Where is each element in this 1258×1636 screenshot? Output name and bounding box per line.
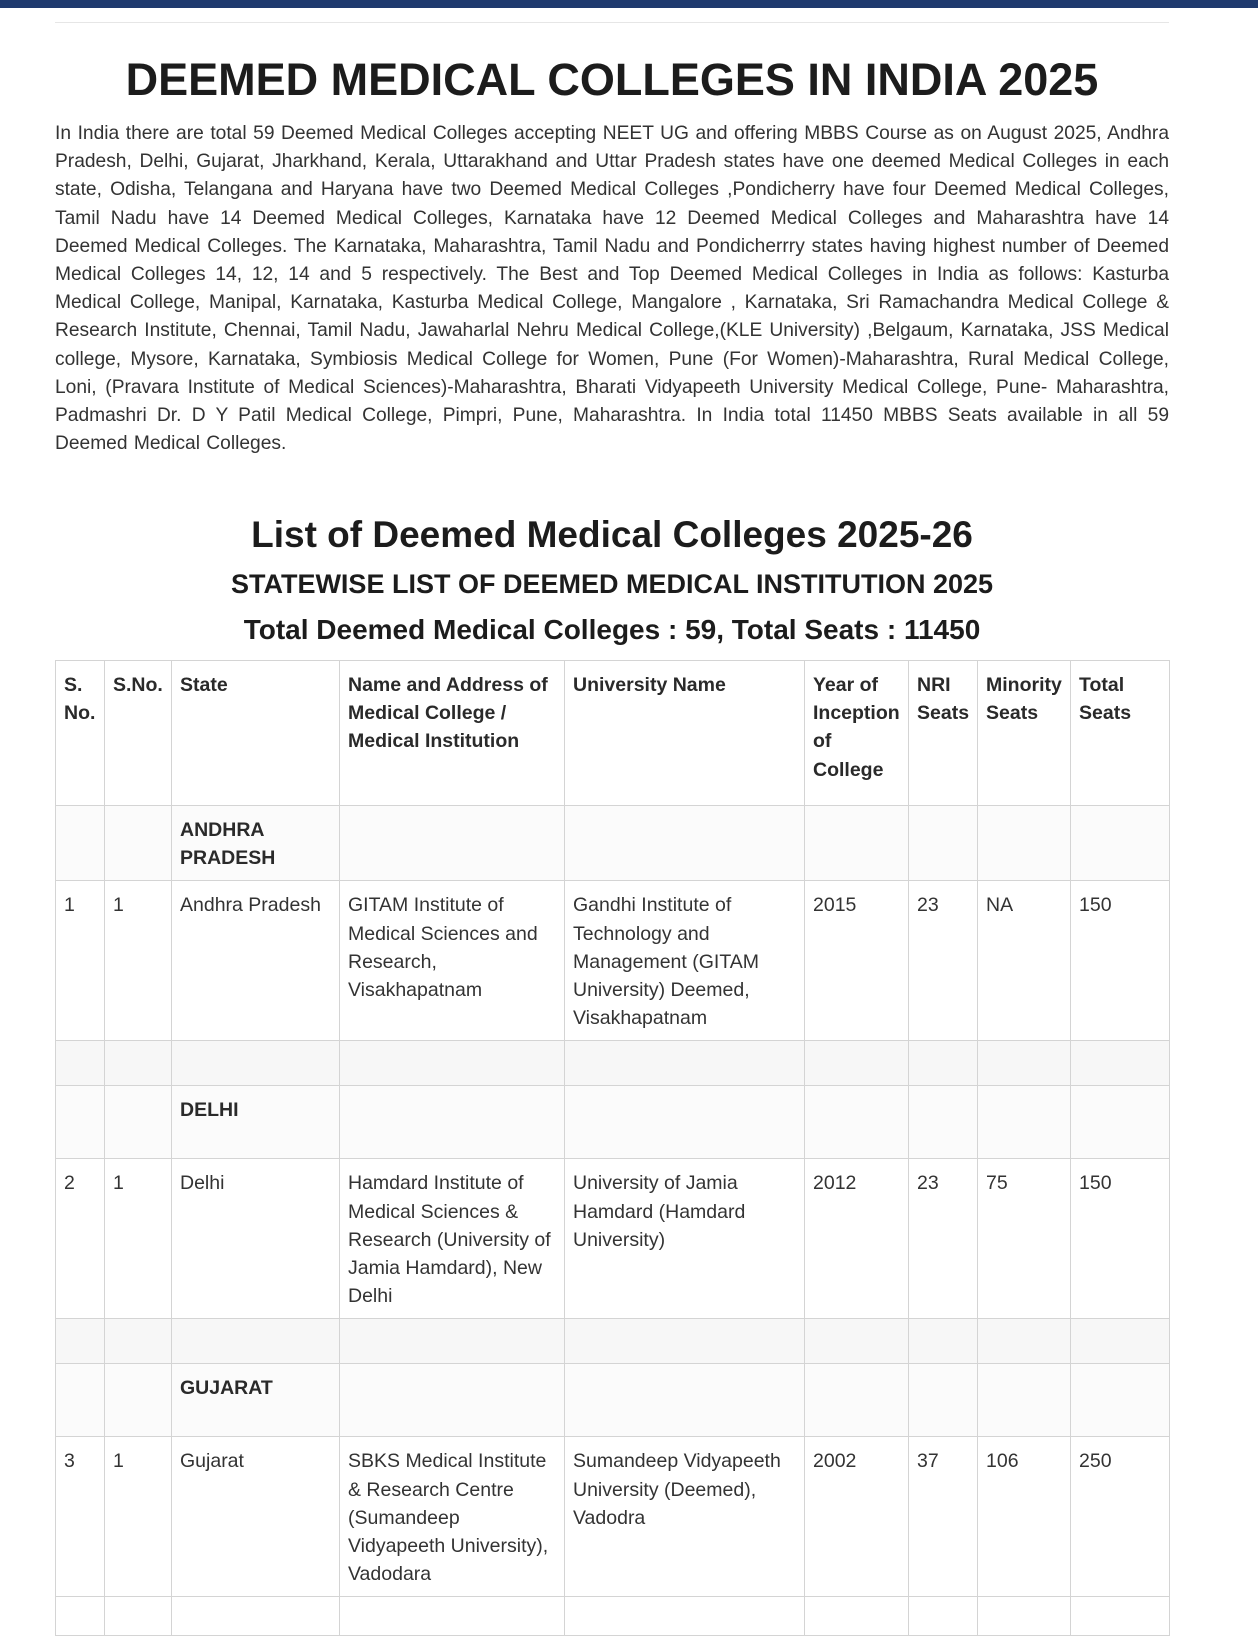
cell-minority: 75 [978,1159,1071,1319]
state-heading: GUJARAT [172,1364,340,1437]
cell-nri: 23 [909,881,978,1041]
cell-total: 150 [1071,1159,1170,1319]
cell-university: Sumandeep Vidyapeeth University (Deemed), Vadodra [565,1437,805,1597]
cell-sno: 1 [56,881,105,1041]
table-row [56,1159,1170,1319]
table-header-row [56,661,1170,806]
cell-college: GITAM Institute of Medical Sciences and Research, Visakhapatnam [340,881,565,1041]
statewise-heading: STATEWISE LIST OF DEEMED MEDICAL INSTITUTION 2025 [230,569,994,599]
cell-sno: 2 [56,1159,105,1319]
cell-year: 2002 [805,1437,909,1597]
table-row [56,1437,1170,1597]
table-row [56,881,1170,1041]
list-heading: List of Deemed Medical Colleges 2025-26 [251,514,973,555]
colleges-table [55,660,1170,1636]
top-divider [55,22,1169,23]
cell-total: 250 [1071,1437,1170,1597]
cell-minority: NA [978,881,1071,1041]
cell-sno2: 1 [105,1437,172,1597]
cell-minority: 106 [978,1437,1071,1597]
header-year: Year of Inception of College [805,661,909,806]
cell-college: SBKS Medical Institute & Research Centre (Sumandeep Vidyapeeth University), Vadodara [340,1437,565,1597]
cell-university: Gandhi Institute of Technology and Management (GITAM University) Deemed, Visakhapatnam [565,881,805,1041]
spacer-row [56,1597,1170,1636]
header-sno2: S.No. [105,661,172,806]
header-state: State [172,661,340,806]
cell-year: 2015 [805,881,909,1041]
cell-state: Andhra Pradesh [172,881,340,1041]
spacer-row [56,1319,1170,1364]
state-heading: ANDHRA PRADESH [172,806,340,881]
cell-nri: 37 [909,1437,978,1597]
cell-sno: 3 [56,1437,105,1597]
page-title: DEEMED MEDICAL COLLEGES IN INDIA 2025 [125,54,1099,105]
top-accent-bar [0,0,1258,8]
state-heading-row [56,1364,1170,1437]
state-heading: DELHI [172,1086,340,1159]
spacer-row [56,1041,1170,1086]
totals-heading: Total Deemed Medical Colleges : 59, Total Seats : 11450 [243,614,981,645]
header-total: Total Seats [1071,661,1170,806]
intro-paragraph: In India there are total 59 Deemed Medical Colleges accepting NEET UG and offering MBBS Course as on August 2025, Andhra Pradesh, Delhi, Gujarat, Jharkhand, Kerala, Uttarakhand and Uttar Pradesh states have one deemed Medical Colleges in each state, Odisha, Telangana and Haryana have two Deemed Medical Colleges ,Pondicherry have four Deemed Medical Colleges, Tamil Nadu have 14 Deemed Medical Colleges, Karnataka have 12 Deemed Medical Colleges and Maharashtra have 14 Deemed Medical Colleges. The Karnataka, Maharashtra, Tamil Nadu and Pondicherrry states having highest number of Deemed Medical Colleges 14, 12, 14 and 5 respectively. The Best and Top Deemed Medical Colleges in India as follows: Kasturba Medical College, Manipal, Karnataka, Kasturba Medical College, Mangalore , Karnataka, Sri Ramachandra Medical College & Research Institute, Chennai, Tamil Nadu, Jawaharlal Nehru Medical College,(KLE University) ,Belgaum, Karnataka, JSS Medical college, Mysore, Karnataka, Symbiosis Medical College for Women, Pune (For Women)-Maharashtra, Rural Medical College, Loni, (Pravara Institute of Medical Sciences)-Maharashtra, Bharati Vidyapeeth University Medical College, Pune- Maharashtra, Padmashri Dr. D Y Patil Medical College, Pimpri, Pune, Maharashtra. In India total 11450 MBBS Seats available in all 59 Deemed Medical Colleges. [55,123,1169,455]
cell-sno2: 1 [105,881,172,1041]
cell-nri: 23 [909,1159,978,1319]
header-sno: S. No. [56,661,105,806]
cell-university: University of Jamia Hamdard (Hamdard University) [565,1159,805,1319]
header-university: University Name [565,661,805,806]
header-nri: NRI Seats [909,661,978,806]
cell-total: 150 [1071,881,1170,1041]
cell-state: Gujarat [172,1437,340,1597]
cell-college: Hamdard Institute of Medical Sciences & Research (University of Jamia Hamdard), New Delhi [340,1159,565,1319]
cell-year: 2012 [805,1159,909,1319]
header-college: Name and Address of Medical College / Medical Institution [340,661,565,806]
cell-state: Delhi [172,1159,340,1319]
header-minority: Minority Seats [978,661,1071,806]
state-heading-row [56,806,1170,881]
cell-sno2: 1 [105,1159,172,1319]
state-heading-row [56,1086,1170,1159]
